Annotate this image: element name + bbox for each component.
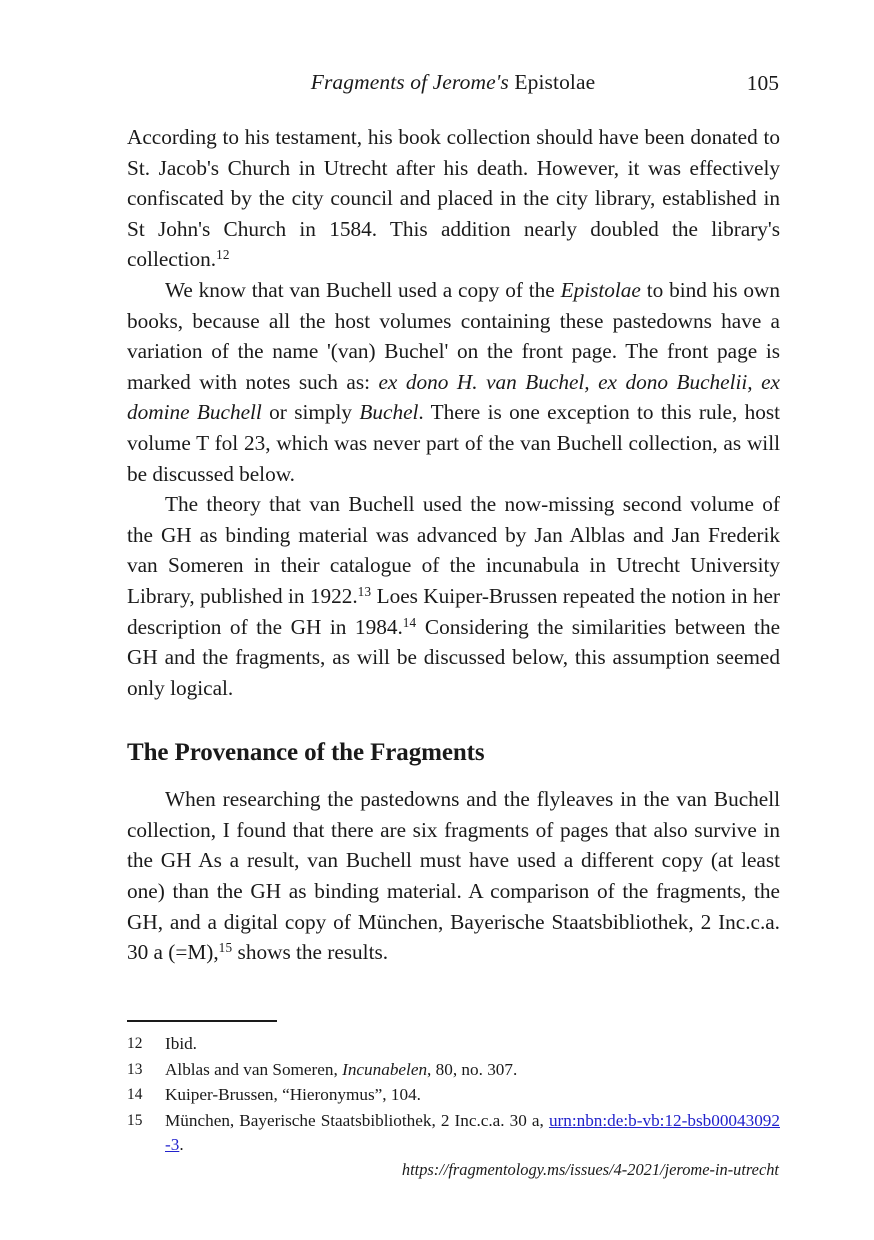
body-paragraph: According to his testament, his book collection should have been donated to St. Jacob's Church in Utrecht after his death. However, it was effectively confiscated by the city council and placed in the city library, established in St John's Church in 1584. This addition nearly doubled the library's collection.$^{12}$ [127, 125, 780, 272]
body-paragraph-group [127, 122, 780, 703]
body-paragraph: The theory that van Buchell used the now-missing second volume of the GH as binding material was advanced by Jan Alblas and Jan Frederik van Someren in their catalogue of the incunabula in Utrecht University Library, published in 1922.13 Loes Kuiper-Brussen repeated the notion in her description of the GH in 1984.14 Considering the similarities between the GH and the fragments, as will be discussed below, this assumption seemed only logical. [127, 492, 781, 700]
footnote-text: München, Bayerische Staatsbibliothek, 2 Inc.c.a. 30 a, urn:nbn:de:b-vb:12-bsb00043092-3. [165, 1110, 780, 1155]
footnote-area [127, 1020, 780, 1159]
footnote-reference[interactable]: 14 [402, 614, 417, 630]
running-head-title-roman-text: Epistolae [514, 70, 596, 94]
footnote-text: Ibid. [165, 1034, 197, 1053]
footnote-list [127, 1032, 780, 1158]
footnote-item [127, 1109, 780, 1158]
running-head [127, 70, 779, 102]
footnote-text: Kuiper-Brussen, “Hieronymus”, 104. [165, 1085, 421, 1105]
footnote-reference[interactable]: 13 [357, 584, 372, 600]
footnote-item [127, 1083, 780, 1108]
body-paragraph-group-after-heading [127, 784, 780, 968]
footnote-number: 13 [127, 1060, 143, 1078]
footnote-number: 15 [127, 1111, 143, 1129]
footnote-item [127, 1058, 780, 1083]
footnote-item [127, 1032, 780, 1057]
footnote-text: Alblas and van Someren, Incunabelen, 80, no. 307. [165, 1059, 518, 1079]
running-head-title-italic: Fragments of Jerome's [310, 70, 509, 94]
running-head-title [127, 70, 779, 95]
italic-run: Buchel [359, 400, 419, 425]
footnote-reference[interactable]: 15 [218, 940, 233, 956]
heading-spacer-top [127, 703, 780, 738]
heading-spacer-bottom [127, 768, 780, 784]
body-paragraph: When researching the pastedowns and the flyleaves in the van Buchell collection, I found that there are six fragments of pages that also survive in the GH As a result, van Buchell must have used a different copy (at least one) than the GH as binding material. A comparison of the fragments, the GH, and a digital copy of München, Bayerische Staatsbibliothek, 2 Inc.c.a. 30 a (=M),$^{15}$ shows the results. [127, 787, 780, 965]
page-footer-url: https://fragmentology.ms/issues/4-2021/jerome-in-utrecht [401, 1160, 779, 1179]
body-paragraph: We know that van Buchell used a copy of the Epistolae to bind his own books, because all the host volumes containing these pastedowns have a variation of the name '(van) Buchel' on the front page. The front page is marked with notes such as: ex dono H. van Buchel, ex dono Buchelii, ex domine Buchell or simply Buchel. There is one exception to this rule, host volume T fol 23, which was never part of the van Buchell collection, as will be discussed below. [127, 277, 781, 486]
footnote-number: 12 [127, 1035, 143, 1052]
italic-run: ex dono H. van Buchel, ex dono Buchelii, ex domine Buchell [127, 369, 780, 425]
footnote-reference[interactable]: 12 [216, 247, 230, 263]
footnote-hyperlink[interactable]: urn:nbn:de:b-vb:12-bsb00043092-3 [165, 1110, 780, 1155]
main-text-block [127, 122, 780, 968]
footnote-separator-rule [127, 1020, 277, 1022]
section-heading: The Provenance of the Fragments [127, 739, 485, 767]
footnote-number: 14 [127, 1086, 143, 1104]
italic-run: Incunabelen [342, 1059, 428, 1079]
italic-run: Epistolae [560, 277, 641, 302]
page-number: 105 [746, 71, 779, 95]
